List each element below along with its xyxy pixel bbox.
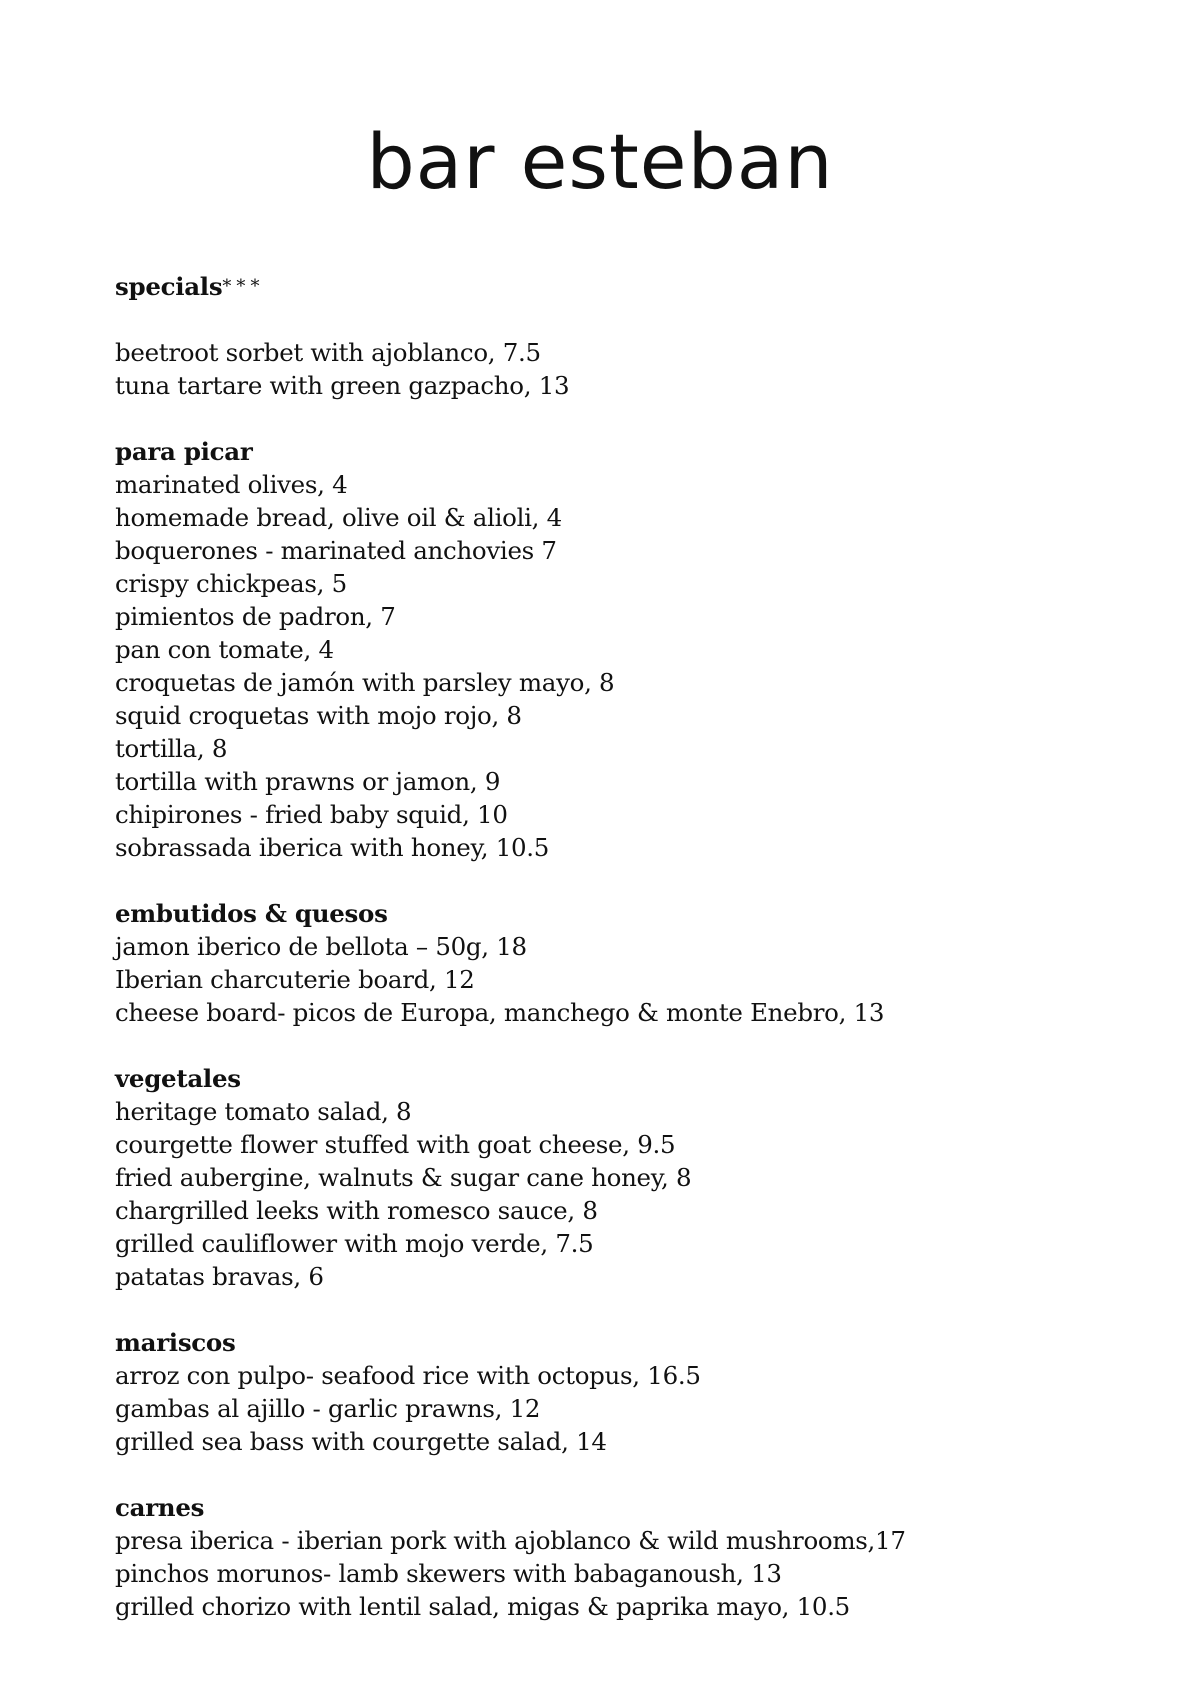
section-heading: carnes [115, 1493, 205, 1522]
menu-item: pinchos morunos- lamb skewers with babaganoush, 13 [115, 1559, 782, 1588]
menu-item: homemade bread, olive oil & alioli, 4 [115, 503, 562, 532]
menu-sections [115, 435, 1165, 1623]
menu-item: fried aubergine, walnuts & sugar cane honey, 8 [115, 1163, 692, 1192]
menu-item: grilled chorizo with lentil salad, migas & paprika mayo, 10.5 [115, 1592, 850, 1621]
section-heading: embutidos & quesos [115, 899, 388, 928]
section-heading-text: specials [115, 272, 223, 301]
menu-item: heritage tomato salad, 8 [115, 1097, 412, 1126]
menu-item: pan con tomate, 4 [115, 635, 334, 664]
menu-item: Iberian charcuterie board, 12 [115, 965, 475, 994]
menu-item: courgette flower stuffed with goat cheese, 9.5 [115, 1130, 676, 1159]
menu-item: tuna tartare with green gazpacho, 13 [115, 371, 570, 400]
menu-item: tortilla with prawns or jamon, 9 [115, 767, 501, 796]
menu-item: beetroot sorbet with ajoblanco, 7.5 [115, 338, 541, 367]
menu-item: squid croquetas with mojo rojo, 8 [115, 701, 522, 730]
menu-item: patatas bravas, 6 [115, 1262, 324, 1291]
menu-item: gambas al ajillo - garlic prawns, 12 [115, 1394, 541, 1423]
menu-item: pimientos de padron, 7 [115, 602, 396, 631]
section-specials [115, 270, 1165, 402]
menu-item: marinated olives, 4 [115, 470, 348, 499]
menu-item: crispy chickpeas, 5 [115, 569, 347, 598]
section-vegetales [115, 1062, 1165, 1293]
menu-item: presa iberica - iberian pork with ajoblanco & wild mushrooms,17 [115, 1526, 906, 1555]
menu-item: chargrilled leeks with romesco sauce, 8 [115, 1196, 598, 1225]
section-para-picar [115, 435, 1165, 864]
section-heading: para picar [115, 437, 253, 466]
specials-stars: * * * [222, 276, 260, 297]
menu-item: jamon iberico de bellota – 50g, 18 [115, 932, 527, 961]
section-embutidos-quesos [115, 897, 1165, 1029]
menu [115, 270, 1165, 1656]
menu-item: grilled cauliflower with mojo verde, 7.5 [115, 1229, 594, 1258]
section-heading: mariscos [115, 1328, 236, 1357]
section-carnes [115, 1491, 1165, 1623]
menu-item: tortilla, 8 [115, 734, 228, 763]
menu-item: cheese board- picos de Europa, manchego & monte Enebro, 13 [115, 998, 885, 1027]
section-heading [115, 270, 1165, 303]
menu-item: boquerones - marinated anchovies 7 [115, 536, 557, 565]
menu-item: chipirones - fried baby squid, 10 [115, 800, 508, 829]
menu-item: croquetas de jamón with parsley mayo, 8 [115, 668, 615, 697]
section-mariscos [115, 1326, 1165, 1458]
menu-item: arroz con pulpo- seafood rice with octopus, 16.5 [115, 1361, 701, 1390]
section-heading: vegetales [115, 1064, 241, 1093]
menu-item: grilled sea bass with courgette salad, 14 [115, 1427, 607, 1456]
restaurant-title: bar esteban [366, 117, 834, 206]
spacer [115, 303, 1165, 336]
menu-item: sobrassada iberica with honey, 10.5 [115, 833, 550, 862]
